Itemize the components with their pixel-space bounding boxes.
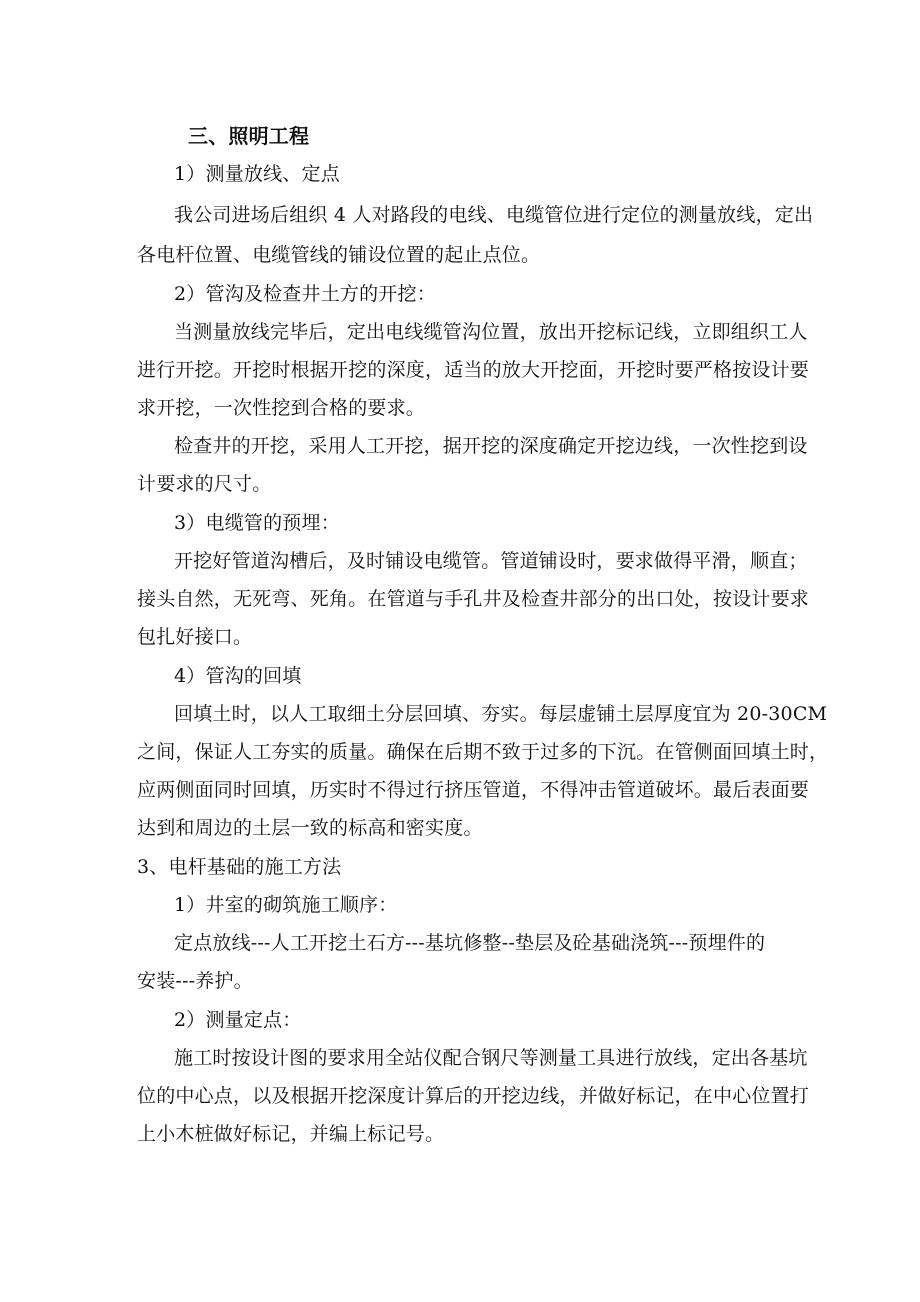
paragraph-line: 检查井的开挖，采用人工开挖，据开挖的深度确定开挖边线，一次性挖到设	[174, 435, 808, 457]
paragraph-line: 位的中心点，以及根据开挖深度计算后的开挖边线，并做好标记，在中心位置打	[137, 1085, 810, 1107]
paragraph-line: 定点放线---人工开挖土石方---基坑修整--垫层及砼基础浇筑---预埋件的	[174, 932, 766, 954]
paragraph-line: 接头自然，无死弯、死角。在管道与手孔井及检查井部分的出口处，按设计要求	[137, 588, 810, 610]
paragraph-line: 达到和周边的土层一致的标高和密实度。	[137, 817, 483, 839]
paragraph-line: 上小木桩做好标记，并编上标记号。	[137, 1123, 445, 1145]
paragraph-line: 回填土时，以人工取细土分层回填、夯实。每层虚铺土层厚度宜为 20-30CM	[174, 703, 828, 725]
paragraph-line: 包扎好接口。	[137, 626, 253, 648]
paragraph-line: 之间，保证人工夯实的质量。确保在后期不致于过多的下沉。在管侧面回填土时，	[137, 741, 829, 763]
subsection-title: 2）测量定点：	[174, 1009, 302, 1031]
paragraph-line: 当测量放线完毕后，定出电线缆管沟位置，放出开挖标记线，立即组织工人	[174, 321, 808, 343]
paragraph-line: 计要求的尺寸。	[137, 473, 272, 495]
paragraph-line: 我公司进场后组织 4 人对路段的电线、电缆管位进行定位的测量放线，定出	[174, 204, 814, 226]
part-title: 3、电杆基础的施工方法	[137, 856, 342, 878]
paragraph-line: 各电杆位置、电缆管线的铺设位置的起止点位。	[137, 244, 541, 266]
paragraph-line: 施工时按设计图的要求用全站仪配合钢尺等测量工具进行放线，定出各基坑	[174, 1047, 808, 1069]
paragraph-line: 求开挖，一次性挖到合格的要求。	[137, 397, 426, 419]
subsection-title: 2）管沟及检查井土方的开挖：	[174, 283, 436, 305]
paragraph-line: 应两侧面同时回填，历实时不得过行挤压管道，不得冲击管道破坏。最后表面要	[137, 779, 810, 801]
paragraph-line: 安装---养护。	[137, 970, 253, 992]
subsection-title: 3）电缆管的预埋：	[174, 512, 340, 534]
paragraph-line: 进行开挖。开挖时根据开挖的深度，适当的放大开挖面，开挖时要严格按设计要	[137, 359, 810, 381]
section-heading: 三、照明工程	[188, 124, 310, 148]
subsection-title: 4）管沟的回填	[174, 665, 302, 687]
paragraph-line: 开挖好管道沟槽后，及时铺设电缆管。管道铺设时，要求做得平滑，顺直；	[174, 550, 808, 572]
subsection-title: 1）井室的砌筑施工顺序：	[174, 894, 398, 916]
subsection-title: 1）测量放线、定点	[174, 163, 340, 185]
